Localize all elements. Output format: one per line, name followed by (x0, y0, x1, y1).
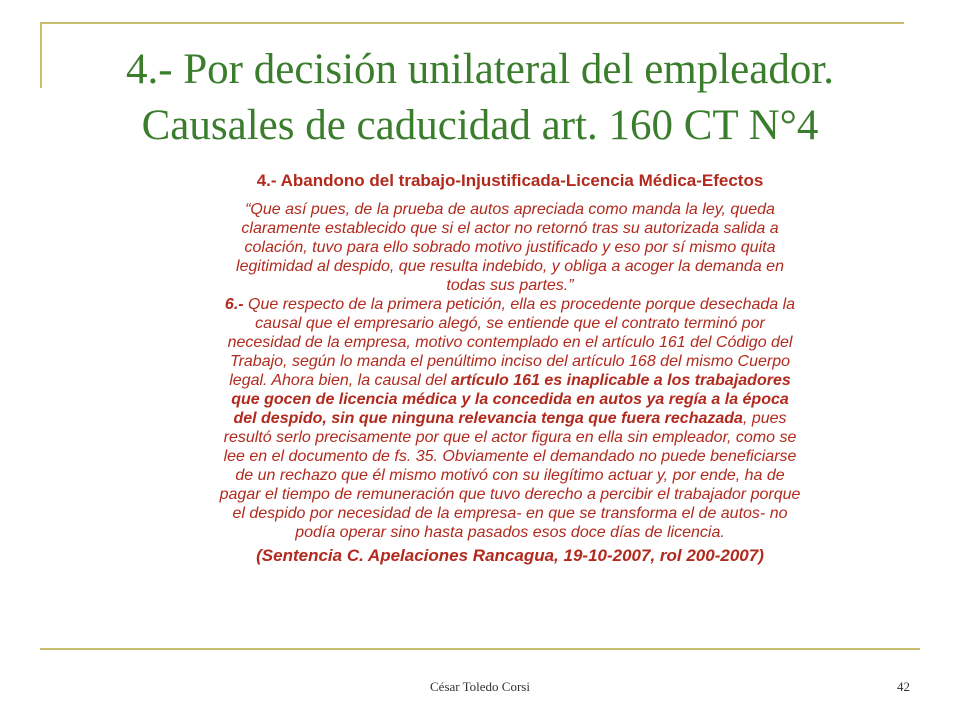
body-line: de un rechazo que él mismo motivó con su ilegítimo actuar y, por ende, ha de (235, 467, 785, 484)
emphasis-text: del despido, sin que ninguna relevancia tenga que fuera rechazada (233, 410, 743, 427)
body-line: todas sus partes.” (446, 277, 574, 294)
body-line: colación, tuvo para ello sobrado motivo justificado y eso por sí mismo quita (244, 239, 776, 256)
body-line (110, 295, 910, 314)
body-line: resultó serlo precisamente por que el actor figura en ella sin empleador, como se (223, 429, 797, 446)
body-line: causal que el empresario alegó, se entiende que el contrato terminó por (255, 315, 765, 332)
subheading: 4.- Abandono del trabajo-Injustificada-Licencia Médica-Efectos (256, 171, 764, 190)
page-number: 42 (897, 679, 910, 694)
top-rule (40, 22, 904, 24)
body-line (110, 371, 910, 390)
body-line: Trabajo, según lo manda el penúltimo inciso del artículo 168 del mismo Cuerpo (229, 353, 790, 370)
slide-content (110, 170, 910, 567)
body-line: pagar el tiempo de remuneración que tuvo derecho a percibir el trabajador porque (219, 486, 801, 503)
body-line: “Que así pues, de la prueba de autos apreciada como manda la ley, queda (245, 201, 775, 218)
emphasis-text: artículo 161 es inaplicable a los trabajadores (451, 372, 791, 389)
footer-author: César Toledo Corsi (430, 679, 530, 694)
body-line: necesidad de la empresa, motivo contemplado en el artículo 161 del Código del (227, 334, 793, 351)
body-line (110, 409, 910, 428)
body-text (110, 200, 910, 542)
body-line-text: , pues (742, 410, 787, 427)
title-line-1: 4.- Por decisión unilateral del empleador. (125, 46, 835, 93)
body-line: el despido por necesidad de la empresa- en que se transforma el de autos- no (232, 505, 788, 522)
body-line: legitimidad al despido, que resulta indebido, y obliga a acoger la demanda en (236, 258, 784, 275)
body-line-text: legal. Ahora bien, la causal del (229, 372, 452, 389)
body-line: podía operar sino hasta pasados esos doce días de licencia. (295, 524, 725, 541)
body-line (110, 390, 910, 409)
title-line-2: Causales de caducidad art. 160 CT N°4 (141, 102, 819, 149)
body-line-text: Que respecto de la primera petición, ella es procedente porque desechada la (243, 296, 796, 313)
slide-title (40, 42, 920, 154)
bottom-rule (40, 648, 920, 650)
body-line: claramente establecido que si el actor no retornó tras su autorizada salida a (241, 220, 779, 237)
body-line: lee en el documento de fs. 35. Obviamente el demandado no puede beneficiarse (223, 448, 797, 465)
paragraph-number: 6.- (224, 296, 244, 313)
emphasis-text: que gocen de licencia médica y la concedida en autos ya regía a la época (231, 391, 789, 408)
citation: (Sentencia C. Apelaciones Rancagua, 19-10-2007, rol 200-2007) (256, 546, 764, 565)
